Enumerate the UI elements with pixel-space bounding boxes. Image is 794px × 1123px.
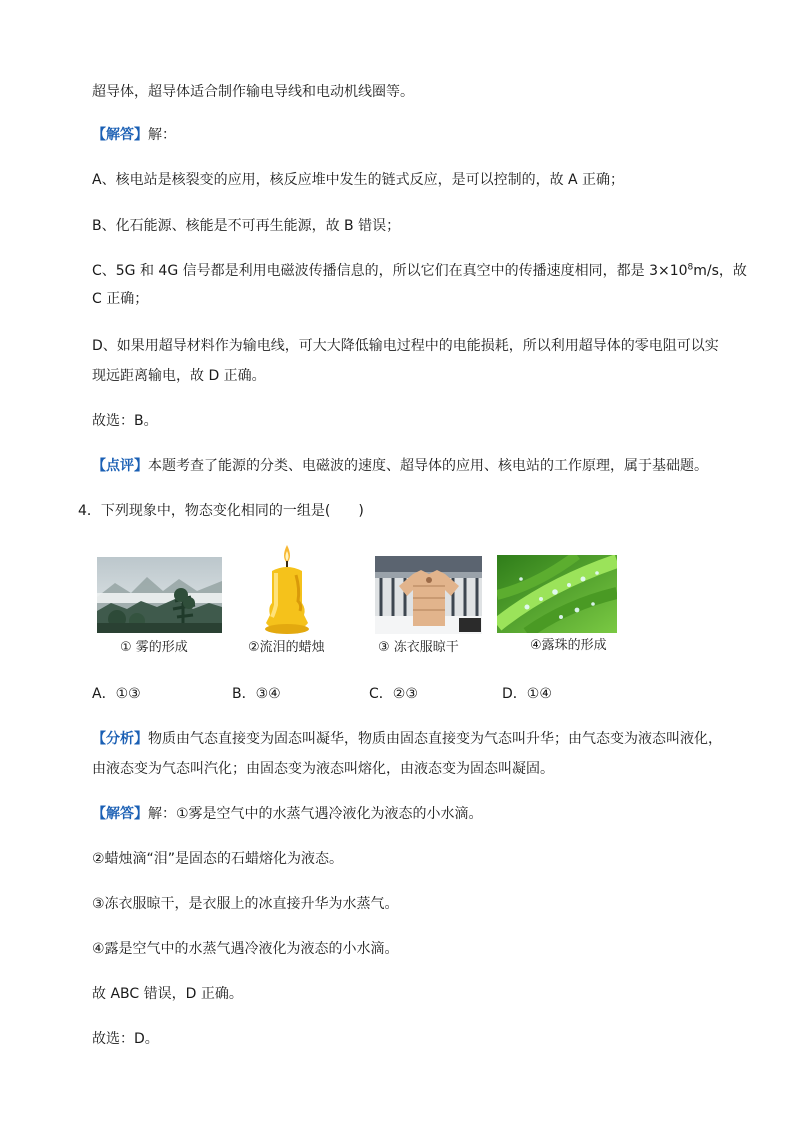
option-b-explanation: B、化石能源、核能是不可再生能源，故 B 错误；: [92, 218, 401, 234]
choice-a: A．①③: [92, 686, 141, 702]
analysis-text: 物质由气态直接变为固态叫凝华，物质由固态直接变为气态叫升华；由气态变为液态叫液化，: [148, 731, 722, 747]
selected-answer: 故选：B。: [92, 413, 158, 429]
option-c-text: C、5G 和 4G 信号都是利用电磁波传播信息的，所以它们在真空中的传播速度相同，都是 3×10: [92, 263, 688, 279]
comment: [92, 456, 708, 476]
frozen-sweater-photo: [375, 556, 482, 634]
exponent: 8: [687, 262, 694, 273]
melting-candle-photo: [262, 543, 312, 635]
intro-line: 超导体，超导体适合制作输电导线和电动机线圈等。: [92, 84, 414, 100]
option-c-continuation: C 正确；: [92, 291, 149, 307]
answer-text: 解：①雾是空气中的水蒸气遇冷液化为液态的小水滴。: [148, 806, 483, 822]
selected-answer: 故选：D。: [92, 1031, 159, 1047]
figure-caption: ① 雾的形成: [120, 640, 188, 655]
figure-caption: ②流泪的蜡烛: [248, 640, 325, 655]
analysis: [92, 729, 722, 749]
figure-caption: ④露珠的形成: [530, 638, 607, 653]
dew-on-grass-photo: [497, 555, 617, 633]
answer-line: ④露是空气中的水蒸气遇冷液化为液态的小水滴。: [92, 941, 399, 957]
answer-line: 故 ABC 错误，D 正确。: [92, 986, 243, 1002]
answer-line: ③冻衣服晾干，是衣服上的冰直接升华为水蒸气。: [92, 896, 399, 912]
answer-lead: 解：: [148, 127, 176, 143]
choice-b: B．③④: [232, 686, 281, 702]
option-d-continuation: 现远距离输电，故 D 正确。: [92, 368, 266, 384]
option-c-explanation: [92, 261, 747, 281]
answer-tag: 【解答】: [92, 806, 148, 822]
question-stem: 4．下列现象中，物态变化相同的一组是( ): [78, 503, 364, 519]
figure-caption: ③ 冻衣服晾干: [378, 640, 459, 655]
analysis-continuation: 由液态变为气态叫汽化；由固态变为液态叫熔化，由液态变为固态叫凝固。: [92, 761, 554, 777]
comment-text: 本题考查了能源的分类、电磁波的速度、超导体的应用、核电站的工作原理，属于基础题。: [148, 458, 708, 474]
option-d-explanation: D、如果用超导材料作为输电线，可大大降低输电过程中的电能损耗，所以利用超导体的零电阻可以实: [92, 338, 719, 354]
misty-mountain-photo: [97, 557, 222, 633]
answer-line: ②蜡烛滴“泪”是固态的石蜡熔化为液态。: [92, 851, 344, 867]
answer-heading: [92, 125, 176, 145]
answer-heading: [92, 804, 483, 824]
option-c-unit: m/s，故: [693, 263, 747, 279]
choice-d: D．①④: [502, 686, 552, 702]
answer-tag: 【解答】: [92, 127, 148, 143]
analysis-tag: 【分析】: [92, 731, 148, 747]
option-a-explanation: A、核电站是核裂变的应用，核反应堆中发生的链式反应，是可以控制的，故 A 正确；: [92, 172, 625, 188]
comment-tag: 【点评】: [92, 458, 148, 474]
choice-c: C．②③: [369, 686, 418, 702]
